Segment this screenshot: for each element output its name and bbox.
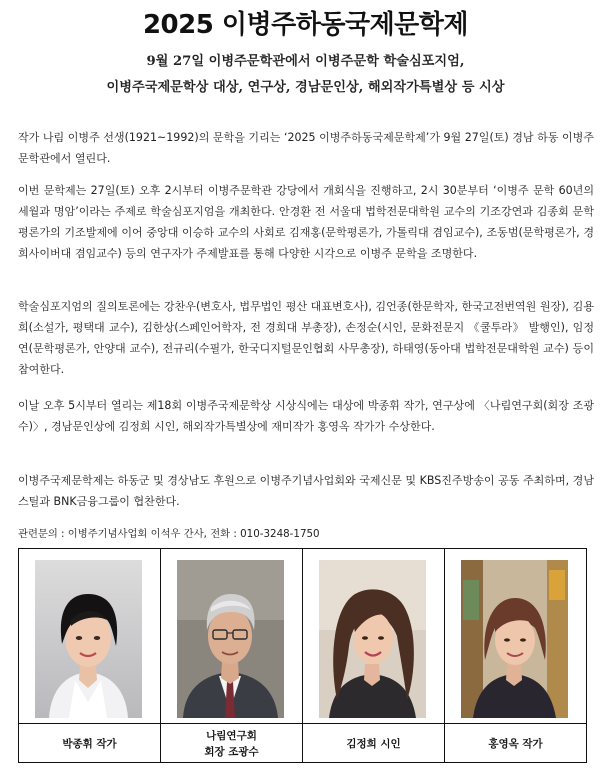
winner-cell [19,549,161,762]
winner-name: 박종휘 작가 [62,738,117,750]
page-title: 2025 이병주하동국제문학제 [142,10,469,40]
winner-caption [303,723,444,764]
subtitle-line-1: 9월 27일 이병주문학관에서 이병주문학 학술심포지엄, [146,54,465,69]
paragraph-symposium: 이번 문학제는 27일(토) 오후 2시부터 이병주문학관 강당에서 개회식을 진행하고, 2시 30분부터 ‘이병주 문학 60년의 세월과 명암’이라는 주제로 학술심포지엄을 개최한다. 안경환 전 서울대 법학전문대학원 교수의 기조강연과 김종회 문학평론가의 기조발제에 이어 중앙대 이승하 교수의 사회로 김재홍(문학평론가, 가톨릭대 겸임교수), 조동범(문학평론가, 경희사이버대 겸임교수) 등의 연구자가 주제발표를 통해 다양한 시각으로 이병주 문학을 조명한다. [18,184,594,260]
winner-caption [19,723,160,764]
paragraph-panel: 학술심포지엄의 질의토론에는 강찬우(변호사, 법무법인 평산 대표변호사), 김언종(한문학자, 한국고전번역원 원장), 김용희(소설가, 평택대 교수), 김한상(스페인어학자, 전 경희대 부총장), 손정순(시인, 문화전문지 《쿨투라》 발행인), 임정연(문학평론가, 안양대 교수), 전규리(수필가, 한국디지털문인협회 사무총장), 하태영(동아대 법학전문대학원 교수) 등이 참여한다. [18,300,594,376]
winner-photo [35,560,142,718]
winner-cell [445,549,586,762]
winner-name: 김정희 시인 [346,738,401,750]
winner-name: 나림연구회 [206,730,257,742]
winners-photo-table [18,548,587,763]
paragraph-sponsors: 이병주국제문학제는 하동군 및 경상남도 후원으로 이병주기념사업회와 국제신문 및 KBS진주방송이 공동 주최하며, 경남스틸과 BNK금융그룹이 협찬한다. [18,474,595,508]
winner-caption [445,723,586,764]
winner-photo [177,560,284,718]
winner-photo [461,560,568,718]
contact-info: 관련문의 : 이병주기념사업회 이석우 간사, 전화 : 010-3248-1750 [18,528,320,540]
winner-cell [303,549,445,762]
winner-caption [161,723,302,764]
winner-photo [319,560,426,718]
paragraph-intro: 작가 나림 이병주 선생(1921~1992)의 문학을 기리는 ‘2025 이병주하동국제문학제’가 9월 27일(토) 경남 하동 이병주문학관에서 열린다. [18,131,594,165]
paragraph-awards: 이날 오후 5시부터 열리는 제18회 이병주국제문학상 시상식에는 대상에 박종휘 작가, 연구상에 〈나림연구회(회장 조광수)〉, 경남문인상에 김정희 시인, 해외작가특별상에 재미작가 홍영옥 작가가 수상한다. [18,399,594,433]
winner-title: 회장 조광수 [204,746,259,758]
winner-cell [161,549,303,762]
subtitle-line-2: 이병주국제문학상 대상, 연구상, 경남문인상, 해외작가특별상 등 시상 [106,80,505,95]
winner-name: 홍영옥 작가 [488,738,543,750]
